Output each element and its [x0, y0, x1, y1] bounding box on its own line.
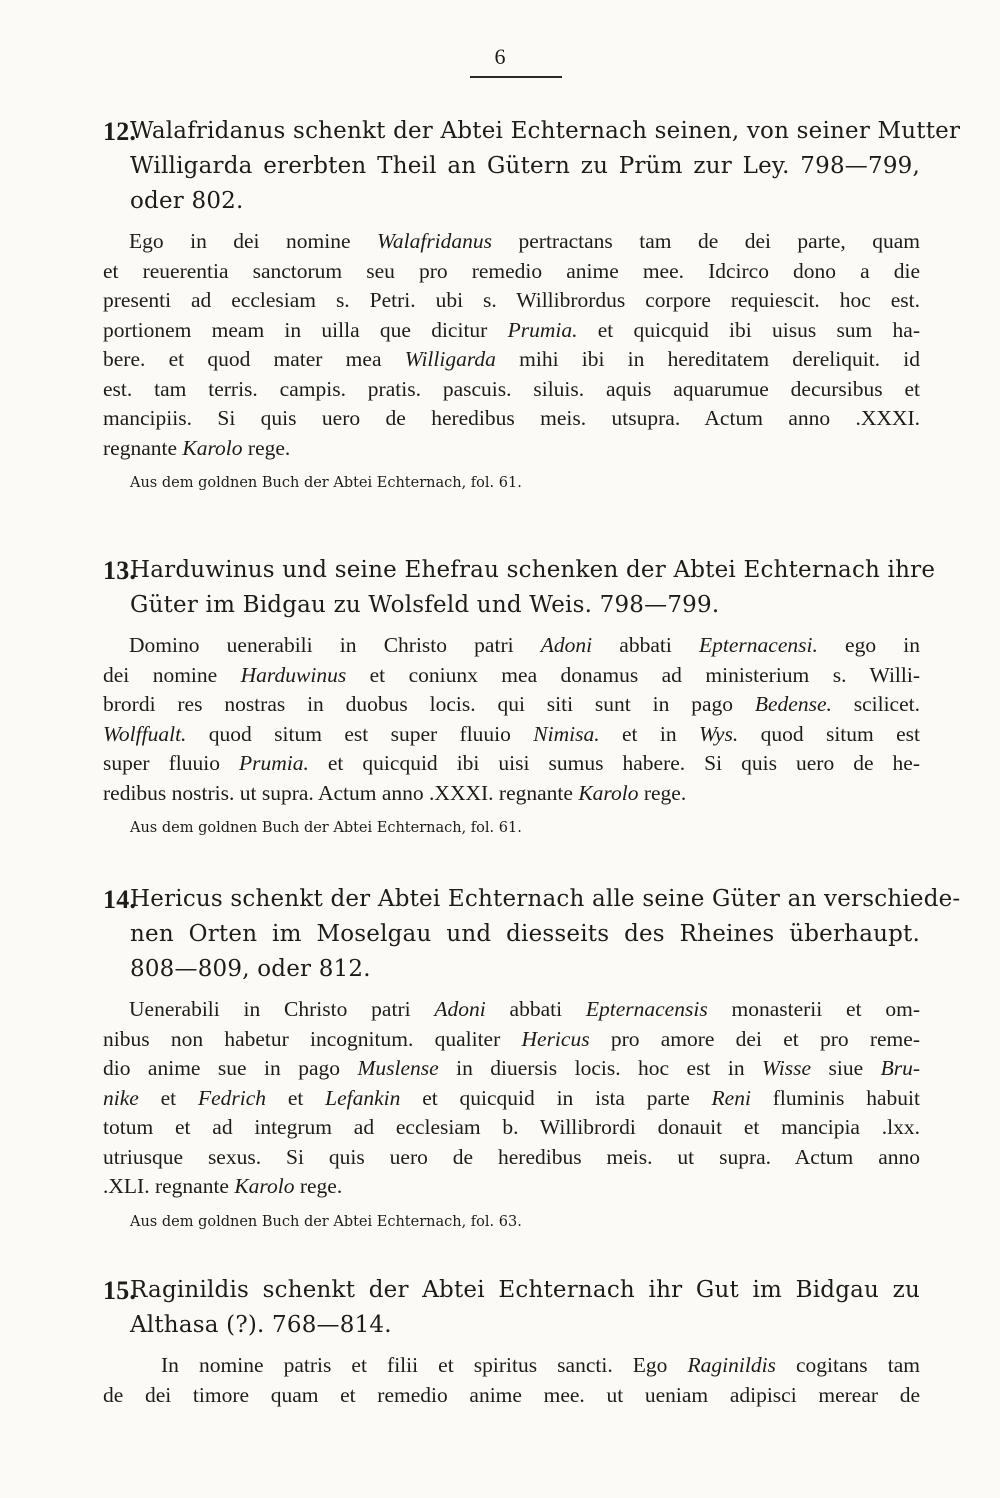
italic-name: Bru-	[880, 1056, 920, 1080]
heading-line: Güter im Bidgau zu Wolsfeld und Weis. 798—799.	[130, 592, 720, 618]
text-line	[103, 1084, 920, 1114]
text-segment: Domino uenerabili in Christo patri	[129, 633, 541, 657]
italic-name: Nimisa.	[533, 721, 600, 746]
text-line	[103, 720, 920, 750]
italic-name: Karolo	[182, 435, 243, 460]
text-line	[103, 1113, 920, 1143]
heading-line: Althasa (?). 768—814.	[130, 1312, 392, 1338]
text-segment: et quicquid ibi uisi sumus habere. Si quis uero de he-	[308, 751, 920, 775]
text-segment: et quicquid ibi uisus sum ha-	[577, 317, 920, 342]
text-segment: mihi ibi in hereditatem dereliquit. id	[495, 347, 920, 371]
section-heading	[103, 882, 961, 987]
italic-name: Wolffualt.	[103, 721, 187, 746]
italic-name: Wisse	[762, 1056, 812, 1080]
text-segment: et	[266, 1085, 326, 1110]
charter-section-12	[103, 114, 961, 495]
charter-text	[103, 995, 920, 1202]
italic-name: Prumia.	[238, 751, 309, 775]
text-line	[103, 779, 920, 809]
text-segment: est. tam terris. campis. pratis. pascuis. siluis. aquis aquarumue decursibus et	[103, 376, 920, 401]
heading-line: Hericus schenkt der Abtei Echternach alle seine Güter an verschiede-	[130, 886, 961, 912]
text-line	[103, 434, 920, 464]
text-segment: de dei timore quam et remedio anime mee. ut ueniam adipisci merear de	[103, 1382, 920, 1407]
text-segment: quod situm est	[738, 721, 920, 746]
text-line	[103, 227, 920, 257]
text-segment: scilicet.	[831, 692, 920, 716]
section-number: 12.	[103, 117, 137, 146]
text-segment: quod situm est super fluuio	[186, 721, 534, 746]
charter-section-15	[103, 1273, 920, 1410]
italic-name: Fedrich	[197, 1085, 267, 1110]
heading-line: Walafridanus schenkt der Abtei Echternach seinen, von seiner Mutter	[130, 118, 961, 144]
italic-name: Raginildis	[687, 1353, 776, 1377]
italic-name: Adoni	[434, 997, 486, 1021]
text-line	[103, 1054, 920, 1084]
italic-name: Harduwinus	[240, 662, 347, 687]
text-segment: rege.	[638, 780, 687, 805]
text-line	[103, 1351, 920, 1381]
page-number: 6	[494, 44, 506, 69]
section-heading	[103, 114, 961, 219]
text-segment: monasterii et om-	[707, 997, 920, 1021]
source-citation: Aus dem goldnen Buch der Abtei Echternach, fol. 63.	[130, 1213, 522, 1230]
italic-name: Karolo	[234, 1174, 295, 1198]
text-segment: abbati	[485, 997, 586, 1021]
text-segment: ego in	[817, 633, 920, 657]
italic-name: Wys.	[698, 721, 739, 746]
text-segment: Ego in dei nomine	[129, 229, 377, 253]
italic-name: Bedense.	[754, 692, 832, 716]
text-segment: In nomine patris et filii et spiritus sancti. Ego	[161, 1353, 688, 1377]
text-line	[103, 995, 920, 1025]
italic-name: Epternacensi.	[699, 633, 818, 657]
italic-name: Hericus	[521, 1026, 590, 1051]
text-line	[103, 749, 920, 779]
section-number: 15.	[103, 1276, 137, 1305]
charter-text	[103, 227, 920, 463]
text-segment: super fluuio	[103, 751, 239, 775]
charter-section-14	[103, 882, 961, 1234]
text-line	[103, 1025, 920, 1055]
italic-name: Walafridanus	[376, 229, 493, 253]
italic-name: nike	[103, 1085, 139, 1110]
source-citation: Aus dem goldnen Buch der Abtei Echternach, fol. 61.	[130, 475, 522, 491]
page-number-rule	[470, 76, 562, 78]
text-segment: portionem meam in uilla que dicitur	[103, 317, 508, 342]
source-citation: Aus dem goldnen Buch der Abtei Echternach, fol. 61.	[130, 820, 522, 836]
text-line	[103, 257, 920, 287]
text-segment: et reuerentia sanctorum seu pro remedio anime mee. Idcirco dono a die	[103, 258, 920, 283]
heading-line: nen Orten im Moselgau und diesseits des Rheines überhaupt.	[130, 921, 920, 947]
text-segment: in diuersis locis. hoc est in	[438, 1056, 763, 1080]
text-line	[103, 690, 920, 720]
text-segment: redibus nostris. ut supra. Actum anno .XXXI. regnante	[103, 780, 579, 805]
text-segment: mancipiis. Si quis uero de heredibus meis. utsupra. Actum anno .XXXI.	[103, 406, 920, 430]
section-number: 13.	[103, 556, 137, 585]
text-line	[103, 1172, 920, 1202]
heading-line: 808—809, oder 812.	[130, 956, 371, 982]
section-number: 14.	[103, 885, 137, 914]
text-segment: rege.	[242, 435, 291, 460]
section-heading	[103, 1273, 920, 1343]
text-segment: et in	[599, 721, 699, 746]
text-segment: utriusque sexus. Si quis uero de heredibus meis. ut supra. Actum anno	[103, 1144, 920, 1169]
italic-name: Muslense	[357, 1056, 439, 1080]
charter-text	[103, 1351, 920, 1410]
text-segment: presenti ad ecclesiam s. Petri. ubi s. Willibrordus corpore requiescit. hoc est.	[103, 288, 920, 312]
text-line	[103, 631, 920, 661]
text-segment: et	[138, 1085, 198, 1110]
text-segment: et coniunx mea donamus ad ministerium s. Willi-	[346, 662, 921, 687]
text-segment: .XLI. regnante	[103, 1174, 235, 1198]
heading-line: Harduwinus und seine Ehefrau schenken der Abtei Echternach ihre	[130, 557, 936, 583]
text-segment: regnante	[103, 435, 183, 460]
text-segment: rege.	[294, 1174, 343, 1198]
heading-line: Willigarda ererbten Theil an Gütern zu Prüm zur Ley. 798—799,	[130, 153, 920, 179]
text-line	[103, 345, 920, 375]
text-line	[103, 404, 920, 434]
text-line	[103, 316, 920, 346]
text-line	[103, 375, 920, 405]
text-line	[103, 286, 920, 316]
text-segment: nibus non habetur incognitum. qualiter	[103, 1026, 522, 1051]
italic-name: Reni	[711, 1085, 751, 1110]
text-segment: bere. et quod mater mea	[103, 347, 405, 371]
text-segment: fluminis habuit	[750, 1085, 920, 1110]
text-segment: Uenerabili in Christo patri	[129, 997, 435, 1021]
text-segment: cogitans tam	[775, 1353, 920, 1377]
charter-section-13	[103, 553, 936, 840]
italic-name: Lefankin	[325, 1085, 401, 1110]
text-segment: dei nomine	[103, 662, 241, 687]
text-segment: siue	[811, 1056, 881, 1080]
italic-name: Willigarda	[404, 347, 496, 371]
text-line	[103, 1143, 920, 1173]
text-line	[103, 1381, 920, 1411]
italic-name: Epternacensis	[585, 997, 708, 1021]
text-segment: brordi res nostras in duobus locis. qui siti sunt in pago	[103, 692, 755, 716]
italic-name: Karolo	[578, 780, 639, 805]
text-segment: totum et ad integrum ad ecclesiam b. Willibrordi donauit et mancipia .lxx.	[103, 1115, 920, 1139]
italic-name: Prumia.	[507, 317, 578, 342]
section-heading	[103, 553, 936, 623]
text-segment: pertractans tam de dei parte, quam	[492, 229, 920, 253]
text-segment: dio anime sue in pago	[103, 1056, 358, 1080]
text-segment: abbati	[592, 633, 700, 657]
italic-name: Adoni	[540, 633, 593, 657]
heading-line: Raginildis schenkt der Abtei Echternach ihr Gut im Bidgau zu	[130, 1277, 920, 1303]
text-segment: et quicquid in ista parte	[400, 1085, 712, 1110]
charter-text	[103, 631, 920, 808]
text-line	[103, 661, 920, 691]
text-segment: pro amore dei et pro reme-	[589, 1026, 920, 1051]
heading-line: oder 802.	[130, 188, 244, 214]
